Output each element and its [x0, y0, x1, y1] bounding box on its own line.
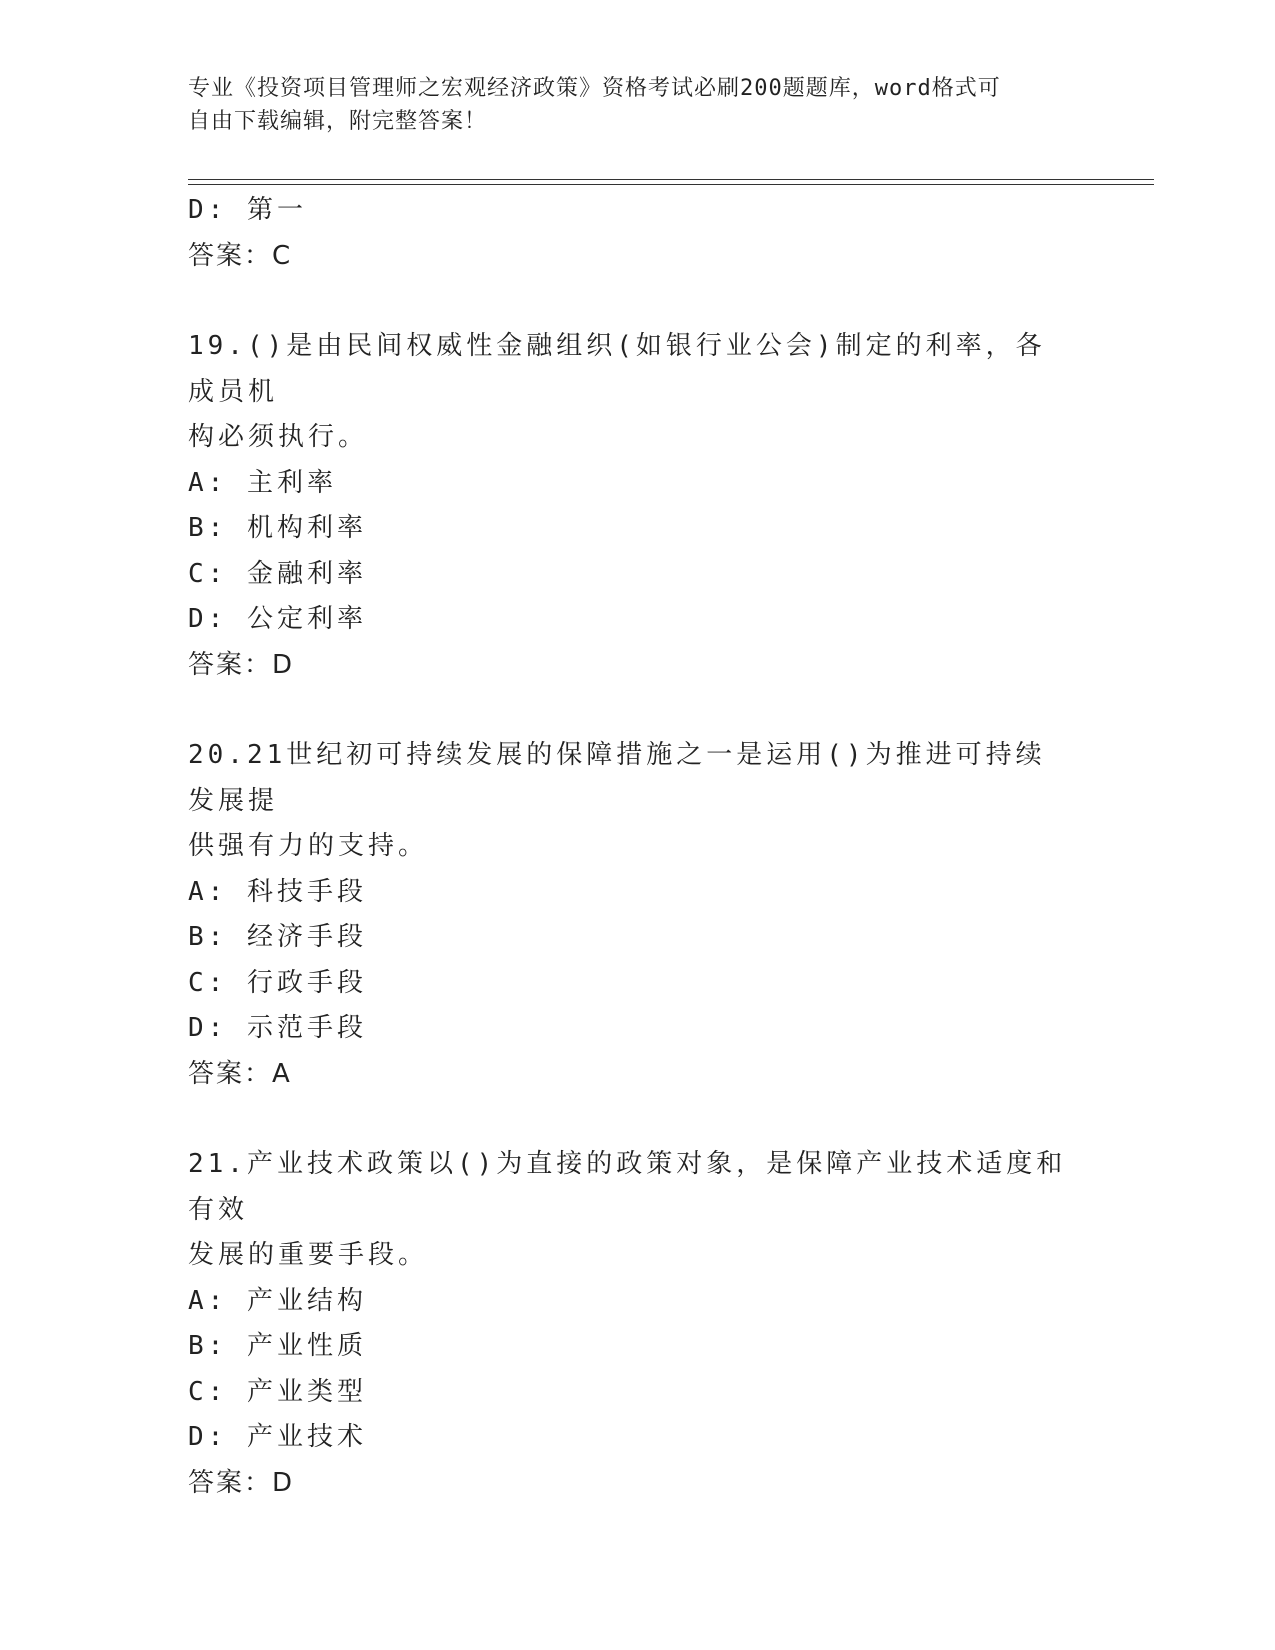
header-line-2: 自由下载编辑，附完整答案！ [188, 109, 488, 134]
document-body [188, 188, 1088, 1506]
option-d: D: 公定利率 [188, 604, 367, 634]
question-20 [188, 733, 1088, 1097]
answer-line: 答案：D [188, 1467, 295, 1498]
question-19 [188, 324, 1088, 688]
option-b: B: 机构利率 [188, 513, 367, 543]
question-text-line-2: 供强有力的支持。 [188, 831, 429, 861]
question-text-line-1: 20.21世纪初可持续发展的保障措施之一是运用()为推进可持续发展提 [188, 740, 1046, 816]
question-text-line-2: 构必须执行。 [188, 422, 369, 452]
question-text-line-1: 21.产业技术政策以()为直接的政策对象，是保障产业技术适度和有效 [188, 1149, 1067, 1225]
option-b: B: 产业性质 [188, 1331, 367, 1361]
option-c: C: 行政手段 [188, 967, 367, 998]
answer-line: 答案：A [188, 1058, 292, 1089]
header-divider-top [188, 179, 1154, 180]
option-b: B: 经济手段 [188, 922, 367, 952]
document-header [188, 72, 1068, 138]
header-line-1: 专业《投资项目管理师之宏观经济政策》资格考试必刷200题题库，word格式可 [188, 76, 1001, 101]
option-c: C: 金融利率 [188, 558, 367, 589]
option-a: A: 产业结构 [188, 1285, 367, 1316]
option-d: D: 产业技术 [188, 1422, 367, 1452]
header-divider-bottom [188, 184, 1154, 185]
question-21 [188, 1142, 1088, 1506]
previous-question-tail [188, 188, 1088, 279]
option-d: D: 示范手段 [188, 1013, 367, 1043]
answer-line: 答案：C [188, 240, 293, 271]
option-c: C: 产业类型 [188, 1376, 367, 1407]
option-a: A: 主利率 [188, 467, 337, 498]
option-d: D: 第一 [188, 195, 307, 225]
question-text-line-1: 19.()是由民间权威性金融组织(如银行业公会)制定的利率，各成员机 [188, 331, 1046, 407]
answer-line: 答案：D [188, 649, 295, 680]
question-text-line-2: 发展的重要手段。 [188, 1240, 429, 1270]
option-a: A: 科技手段 [188, 876, 367, 907]
